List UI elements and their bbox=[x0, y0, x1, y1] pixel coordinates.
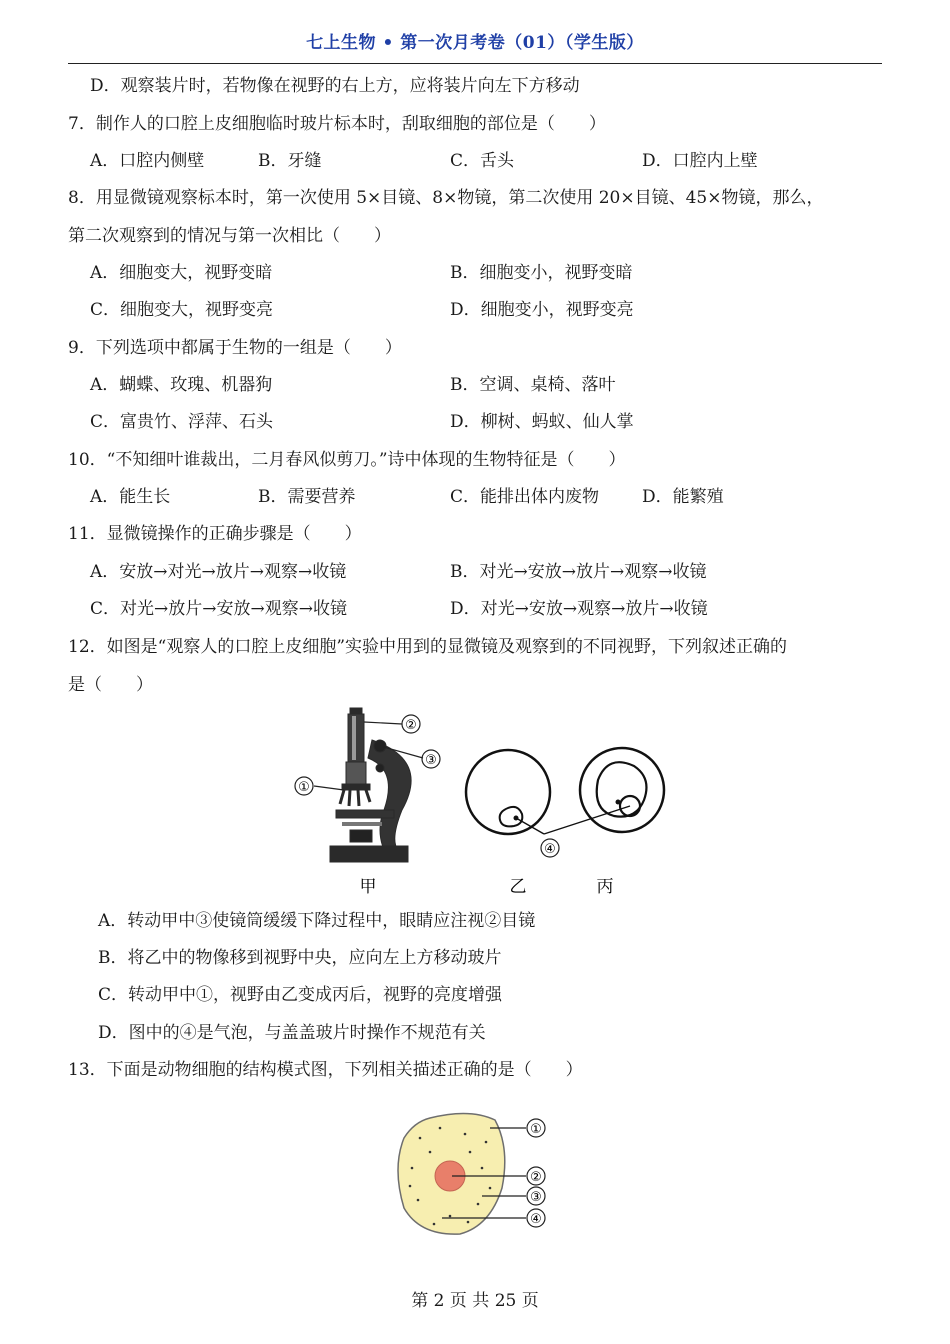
view-bing-field bbox=[580, 748, 664, 832]
q11-option-d: D．对光→安放→观察→放片→收镜 bbox=[450, 599, 708, 619]
q11-option-a: A．安放→对光→放片→观察→收镜 bbox=[90, 562, 347, 582]
q7-option-b: B．牙缝 bbox=[258, 151, 322, 171]
q7-option-c: C．舌头 bbox=[450, 151, 515, 171]
q7-stem: 7．制作人的口腔上皮细胞临时玻片标本时，刮取细胞的部位是（ ） bbox=[68, 114, 606, 134]
cell-label-1: ① bbox=[530, 1122, 542, 1137]
fig-caption-bing: 丙 bbox=[596, 877, 614, 897]
microscope-illustration bbox=[330, 708, 411, 862]
q13-stem: 13．下面是动物细胞的结构模式图，下列相关描述正确的是（ ） bbox=[68, 1060, 583, 1080]
fig-label-3: ③ bbox=[425, 753, 437, 768]
q8-option-c: C．细胞变大，视野变亮 bbox=[90, 300, 274, 320]
q12-stem-line2: 是（ ） bbox=[68, 675, 153, 695]
fig-label-1: ① bbox=[298, 780, 310, 795]
q8-option-d: D．细胞变小，视野变亮 bbox=[450, 300, 634, 320]
q8-stem-line1: 8．用显微镜观察标本时，第一次使用 5×目镜、8×物镜，第二次使用 20×目镜、45×物镜，那么， bbox=[68, 188, 824, 208]
q8-stem-line2: 第二次观察到的情况与第一次相比（ ） bbox=[68, 226, 391, 246]
cell-label-3: ③ bbox=[530, 1190, 542, 1205]
fig-caption-yi: 乙 bbox=[509, 877, 527, 897]
cell-label-4: ④ bbox=[530, 1212, 542, 1227]
q8-option-b: B．细胞变小，视野变暗 bbox=[450, 263, 633, 283]
q11-option-c: C．对光→放片→安放→观察→收镜 bbox=[90, 599, 347, 619]
q9-option-c: C．富贵竹、浮萍、石头 bbox=[90, 412, 274, 432]
q7-option-d: D．口腔内上壁 bbox=[642, 151, 758, 171]
q12-option-a: A．转动甲中③使镜筒缓缓下降过程中，眼睛应注视②目镜 bbox=[98, 911, 536, 931]
q6-option-d: D．观察装片时，若物像在视野的右上方，应将装片向左下方移动 bbox=[90, 76, 580, 96]
q12-option-c: C．转动甲中①，视野由乙变成丙后，视野的亮度增强 bbox=[98, 985, 503, 1005]
q10-stem: 10．“不知细叶谁裁出，二月春风似剪刀。”诗中体现的生物特征是（ ） bbox=[68, 450, 626, 470]
q12-figure bbox=[280, 700, 680, 900]
page-footer: 第 2 页 共 25 页 bbox=[411, 1291, 539, 1311]
q8-option-a: A．细胞变大，视野变暗 bbox=[90, 263, 273, 283]
q10-option-c: C．能排出体内废物 bbox=[450, 487, 600, 507]
q9-option-d: D．柳树、蚂蚁、仙人掌 bbox=[450, 412, 634, 432]
q11-stem: 11．显微镜操作的正确步骤是（ ） bbox=[68, 524, 362, 544]
page-header-title: 七上生物 • 第一次月考卷（01）（学生版） bbox=[306, 33, 644, 53]
q13-animal-cell-figure bbox=[390, 1108, 560, 1248]
q12-option-d: D．图中的④是气泡，与盖盖玻片时操作不规范有关 bbox=[98, 1023, 486, 1043]
header-divider bbox=[68, 63, 882, 64]
q7-option-a: A．口腔内侧壁 bbox=[90, 151, 205, 171]
q10-option-b: B．需要营养 bbox=[258, 487, 356, 507]
q12-option-b: B．将乙中的物像移到视野中央，应向左上方移动玻片 bbox=[98, 948, 502, 968]
view-yi-cell bbox=[500, 807, 523, 827]
cell-label-2: ② bbox=[530, 1170, 542, 1185]
q11-option-b: B．对光→安放→放片→观察→收镜 bbox=[450, 562, 707, 582]
fig-caption-jia: 甲 bbox=[359, 877, 377, 897]
fig-label-4: ④ bbox=[544, 842, 556, 857]
q9-stem: 9．下列选项中都属于生物的一组是（ ） bbox=[68, 338, 402, 358]
q12-stem-line1: 12．如图是“观察人的口腔上皮细胞”实验中用到的显微镜及观察到的不同视野，下列叙述正确的 bbox=[68, 637, 788, 657]
view-yi-field bbox=[466, 750, 550, 834]
q9-option-a: A．蝴蝶、玫瑰、机器狗 bbox=[90, 375, 273, 395]
fig-label-2: ② bbox=[405, 718, 417, 733]
q10-option-d: D．能繁殖 bbox=[642, 487, 724, 507]
q10-option-a: A．能生长 bbox=[90, 487, 171, 507]
q9-option-b: B．空调、桌椅、落叶 bbox=[450, 375, 616, 395]
